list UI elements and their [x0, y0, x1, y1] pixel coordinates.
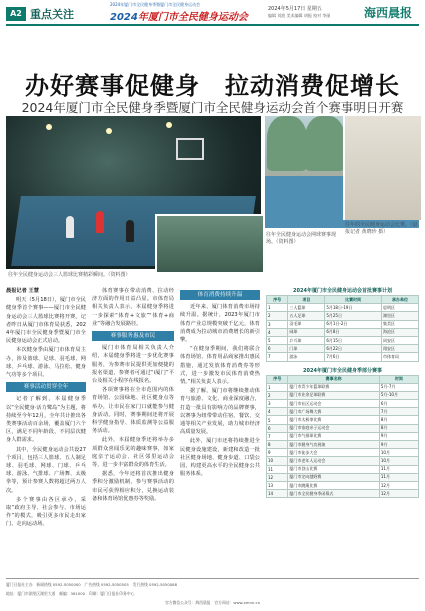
table2-title: 2024年厦门市全民健身季部分赛事 [303, 367, 382, 374]
subheading: 赛事活动贯穿全年 [6, 382, 86, 392]
table-cell: 游泳 [288, 353, 325, 361]
table-cell: 集美区 [382, 320, 419, 328]
subheading: 体育消费持续升温 [180, 290, 260, 300]
subheading: 赛事服务惠及市民 [92, 331, 174, 341]
season-events-table [266, 375, 419, 499]
player-figure [66, 216, 74, 238]
tennis-event-photo [155, 214, 265, 274]
table-cell: 6月22日 [325, 345, 382, 353]
table-cell: 乒乓球 [288, 336, 325, 344]
paragraph: “在健身季期间，我们将联合体育场馆、体育用品商家推出惠民措施，通过发放体育消费券等形式，进一步激发市民体育消费热情。”相关负责人表示。 [180, 346, 260, 386]
table-row [267, 449, 419, 457]
table-row [267, 490, 419, 498]
stadium-lights [46, 124, 52, 130]
table-cell: 厦门市气排球比赛 [288, 432, 379, 440]
paragraph: 据悉，今年还将首次推出健身季积分激励机制，参与赛事活动的市民可获得相应积分，兑换运动装备和体育场馆优惠券等奖励。 [92, 471, 174, 502]
paragraph: 据了解，厦门市将继续推动体育与旅游、文化、商业深度融合，打造一批具有影响力的品牌赛事，以赛事为纽带带动住宿、餐饮、交通等相关产业发展，助力城市经济高质量发展。 [180, 388, 260, 436]
table-cell: 湖里区 [382, 312, 419, 320]
table-cell: 厦门市定向越野赛 [288, 473, 379, 481]
table-row [267, 400, 419, 408]
table-cell: 7 [267, 432, 288, 440]
table-cell: 3 [267, 400, 288, 408]
table-row [267, 441, 419, 449]
table-cell: 厦门市广场舞大赛 [288, 408, 379, 416]
table-cell: 同安区 [382, 336, 419, 344]
table-cell: 6 [267, 345, 288, 353]
table-cell: 5月25日 [325, 312, 382, 320]
table-cell: 厦门市太极拳比赛 [288, 416, 379, 424]
table-row [267, 457, 419, 465]
table-cell: 1 [267, 304, 288, 312]
table-row [267, 336, 419, 344]
table-cell: 网球 [288, 328, 325, 336]
table-cell: 5月-7月 [379, 383, 418, 391]
paragraph: 其中，全民健身运动会共设27个项目，包括三人篮球、五人制足球、羽毛球、网球、门球、乒乓球、游泳、气排球、广场舞、太极拳等，预计参赛人数将超过两万人次。 [6, 446, 86, 494]
table-cell: 厦门市跳绳比赛 [288, 481, 379, 489]
paragraph: 体育赛事在带动消费、拉动经济方面的作用日益凸显。市体育局相关负责人表示，本届健身季将进一步探索“体育+文旅”“体育+商业”等融合发展路径。 [92, 288, 174, 327]
issue-date: 2024年5月17日 星期五 [268, 6, 322, 12]
table-cell: 厦门市业余足球联赛 [288, 391, 379, 399]
event-banner [110, 2, 250, 26]
paragraph: 多个赛事由各区承办，采取“政府主导、社会参与、市场运作”的模式，吸引更多市民走出家门、走向运动场。 [6, 496, 86, 528]
footer-address: 地址：厦门市湖里区湖里大道 邮编：361000 印刷：厦门日报社印务中心 [6, 591, 135, 596]
table-row [267, 304, 419, 312]
player-figure [126, 220, 134, 242]
table-row [267, 320, 419, 328]
table-cell: 5月18日-19日 [325, 304, 382, 312]
table-cell: 7 [267, 353, 288, 361]
table-cell: 6月8日 [325, 328, 382, 336]
table-cell: 9月 [379, 432, 418, 440]
column-header: 项目 [288, 296, 325, 304]
column-header: 赛事名称 [288, 375, 379, 383]
table-row [267, 465, 419, 473]
article-column-2 [92, 287, 174, 504]
editor-line: 编辑 刘波 美术编辑 胡振 校对 李丽 [268, 13, 331, 18]
table-cell: 7月6日 [325, 353, 382, 361]
tree [305, 116, 345, 171]
table-cell: 12 [267, 473, 288, 481]
column-header: 承办单位 [382, 296, 419, 304]
section-title: 重点关注 [30, 8, 74, 21]
table-cell: 三人篮球 [288, 304, 325, 312]
table-cell: 10 [267, 457, 288, 465]
table-cell: 9 [267, 449, 288, 457]
column-header: 序号 [267, 375, 288, 383]
article-column-3 [180, 287, 260, 479]
table-cell: 厦门市登山比赛 [288, 465, 379, 473]
article-column-1 [6, 287, 86, 530]
subheadline: 2024年厦门市全民健身季暨厦门市全民健身运动会首个赛事明日开赛 [21, 100, 404, 115]
column-header: 时间 [379, 375, 418, 383]
table-cell: 6月 [379, 400, 418, 408]
headline: 办好赛事促健身 拉动消费促增长 [25, 72, 400, 100]
section-badge: A2 [6, 7, 26, 21]
table-cell: 7月 [379, 408, 418, 416]
table-row [267, 416, 419, 424]
column-header: 比赛时间 [325, 296, 382, 304]
table-cell: 5月-10月 [379, 391, 418, 399]
table-cell: 门球 [288, 345, 325, 353]
table-cell: 9月 [379, 441, 418, 449]
table-row [267, 424, 419, 432]
paragraph: 记者了解到，本届健身季以“全民健身·活力鹭岛”为主题，将持续至今年12月，全年共计推出各类赛事活动百余场，覆盖厦门六个区，满足不同年龄段、不同层次健身人群需求。 [6, 396, 86, 444]
paragraph: 厦门市体育局相关负责人介绍，本届健身季将进一步优化赛事服务，为参赛市民提供更加便捷的报名渠道，参赛者可通过“i厦门”平台及相关小程序在线报名。 [92, 345, 174, 385]
table-cell: 8月 [379, 424, 418, 432]
table-cell: 11 [267, 465, 288, 473]
table-cell: 厦门市家庭亲子运动会 [288, 424, 379, 432]
table-row [267, 328, 419, 336]
table-cell: 8 [267, 441, 288, 449]
table-cell: 海沧区 [382, 328, 419, 336]
paragraph: 明天（5月18日），厦门市全民健身季首个赛事——厦门市全民健身运动会三人篮球比赛将开赛。记者昨日从厦门市体育局获悉，2024年厦门市全民健身季暨厦门市全民健身运动会正式启动。 [6, 297, 86, 345]
table-cell: 2 [267, 391, 288, 399]
table-cell: 4 [267, 328, 288, 336]
byline: 晨报记者 王慧 [6, 288, 39, 294]
paragraph: 近年来，厦门体育消费市场持续升温。据统计，2023年厦门市体育产业总规模突破千亿元，体育消费成为拉动城市消费增长的新引擎。 [180, 304, 260, 344]
basketball-hoop [176, 138, 204, 160]
table-cell: 6月15日 [325, 336, 382, 344]
table-cell: 10月 [379, 449, 418, 457]
table-cell: 厦门市青少年篮球联赛 [288, 383, 379, 391]
footer-bottom: 官方微信公众号：海西晨报 官方网站：www.xmnn.cn [165, 600, 260, 605]
header-divider [6, 24, 419, 26]
table-cell: 1 [267, 383, 288, 391]
footer-contact: 厦门日报社主办 新闻热线 0592-5050000 广告热线 0592-5050505 发行热线 0592-5050088 [6, 582, 177, 587]
table-cell: 11月 [379, 473, 418, 481]
table-cell: 13 [267, 481, 288, 489]
table-cell: 厦门市老年人运动会 [288, 457, 379, 465]
table-cell: 12月 [379, 481, 418, 489]
table-cell: 翔安区 [382, 345, 419, 353]
table-cell: 5 [267, 336, 288, 344]
column-header: 序号 [267, 296, 288, 304]
table-cell: 4 [267, 408, 288, 416]
table-cell: 3 [267, 320, 288, 328]
newspaper-logo: 海西晨报 [364, 6, 413, 20]
table-cell: 6 [267, 424, 288, 432]
table-row [267, 353, 419, 361]
schedule-table [266, 295, 419, 362]
main-photo-caption: 往年全民健身运动会三人篮球比赛精彩瞬间。（资料图） [8, 272, 131, 278]
table-cell: 6月1日-2日 [325, 320, 382, 328]
table-cell: 11月 [379, 465, 418, 473]
table-row [267, 432, 419, 440]
banner-top-line: 2024年厦门市全民健身季暨厦门市全民健身运动会 [110, 2, 201, 7]
table-row [267, 473, 419, 481]
banner-title: 2024年厦门市全民健身运动会 [110, 12, 248, 23]
table-row [267, 481, 419, 489]
table-cell: 12月 [379, 490, 418, 498]
table-cell: 2 [267, 312, 288, 320]
table-cell: 羽毛球 [288, 320, 325, 328]
table1-title: 2024年厦门市全民健身运动会首批赛事计划 [293, 288, 392, 294]
paragraph: 此外，厦门市还将持续推进全民健身设施建设，新建和改造一批社区健身场地、健身步道、口袋公园，构建更高水平的全民健身公共服务体系。 [180, 438, 260, 478]
table-row [267, 312, 419, 320]
table-cell: 厦门市健身气功展演 [288, 441, 379, 449]
small-photo-caption: 往年全民健身运动会网球赛事现场。（资料图） [266, 232, 337, 245]
page-header [0, 0, 425, 34]
page-footer [6, 578, 419, 606]
table-row [267, 345, 419, 353]
paragraph: 各项赛事将在全市范围内的体育场馆、公园绿地、社区健身点等举办，让市民在家门口就能参与健身活动。同时，赛事期间还将开展科学健身指导、体质监测等公益服务活动。 [92, 387, 174, 435]
table-cell: 厦门市徒步大会 [288, 449, 379, 457]
event-tables [266, 287, 419, 498]
tree [267, 116, 307, 171]
player-figure [96, 211, 104, 233]
table-cell: 14 [267, 490, 288, 498]
paragraph: 此外，本届健身季还将举办多项群众喜闻乐见的趣味赛事，如家庭亲子运动会、社区邻里运动会等，进一步丰富群众的体育生活。 [92, 437, 174, 469]
table-cell: 5 [267, 416, 288, 424]
table-cell: 8月 [379, 416, 418, 424]
table-cell: 思明区 [382, 304, 419, 312]
table-row [267, 391, 419, 399]
table-row [267, 408, 419, 416]
right-photo-caption: 往年的全民健身运动会比赛。（晨报记者 黄晓珍 摄） [345, 222, 418, 235]
table-cell: 10月 [379, 457, 418, 465]
table-row [267, 383, 419, 391]
table-cell: 厦门市社区运动会 [288, 400, 379, 408]
table-cell: 市体育局 [382, 353, 419, 361]
tennis-player-photo [343, 116, 421, 220]
table-cell: 厦门市全民健身季闭幕式 [288, 490, 379, 498]
paragraph: 本次健身季由厦门市体育局主办，涉及篮球、足球、羽毛球、网球、乒乓球、游泳、马拉松、健身气功等多个项目。 [6, 347, 86, 379]
table-cell: 五人足球 [288, 312, 325, 320]
